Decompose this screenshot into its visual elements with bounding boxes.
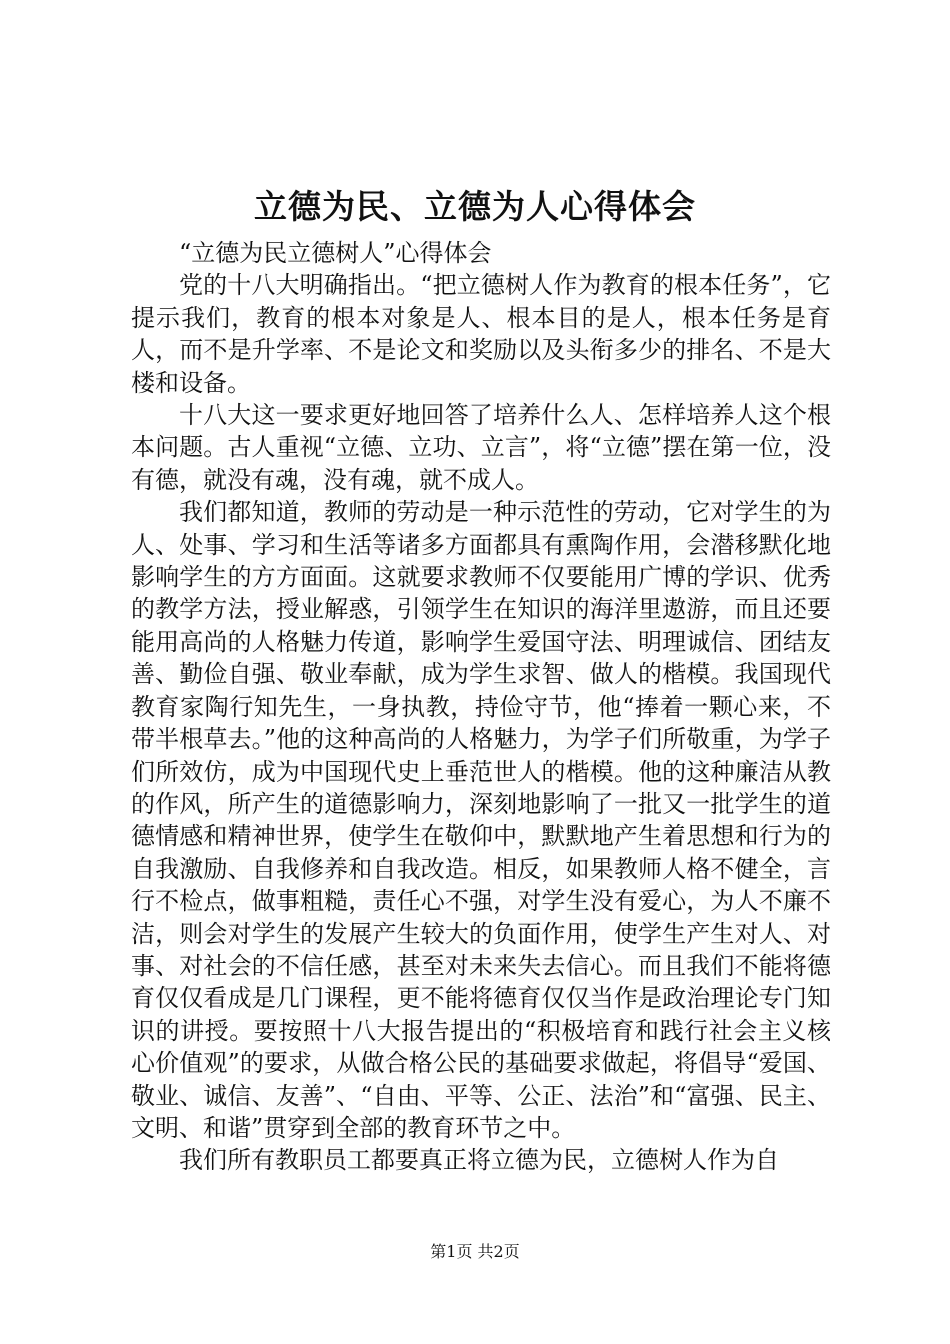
paragraph-4: 我们所有教职员工都要真正将立德为民，立德树人作为自 <box>179 1146 779 1175</box>
paragraph-subtitle: “立德为民立德树人”心得体会 <box>179 239 492 267</box>
paragraph-1: 党的十八大明确指出。“把立德树人作为教育的根本任务”，它提示我们，教育的根本对象是人、根本目的是人，根本任务是育人，而不是升学率、不是论文和奖励以及头衔多少的排名、不是大楼和设备。 <box>131 271 831 397</box>
paragraph-3: 我们都知道，教师的劳动是一种示范性的劳动，它对学生的为人、处事、学习和生活等诸多方面都具有熏陶作用，会潜移默化地影响学生的方方面面。这就要求教师不仅要能用广博的学识、优秀的教学方法，授业解惑，引领学生在知识的海洋里遨游，而且还要能用高尚的人格魅力传道，影响学生爱国守法、明理诚信、团结友善、勤俭自强、敬业奉献，成为学生求智、做人的楷模。我国现代教育家陶行知先生，一身执教，持俭守节，他“捧着一颗心来，不带半根草去。”他的这种高尚的人格魅力，为学子们所敬重，为学子们所效仿，成为中国现代史上垂范世人的楷模。他的这种廉洁从教的作风，所产生的道德影响力，深刻地影响了一批又一批学生的道德情感和精神世界，使学生在敬仰中，默默地产生着思想和行为的自我激励、自我修养和自我改造。相反，如果教师人格不健全，言行不检点，做事粗糙，责任心不强，对学生没有爱心，为人不廉不洁，则会对学生的发展产生较大的负面作用，使学生产生对人、对事、对社会的不信任感，甚至对未来失去信心。而且我们不能将德育仅仅看成是几门课程，更不能将德育仅仅当作是政治理论专门知识的讲授。要按照十八大报告提出的“积极培育和践行社会主义核心价值观”的要求，从做合格公民的基础要求做起，将倡导“爱国、敬业、诚信、友善”、“自由、平等、公正、法治”和“富强、民主、文明、和谐”贯穿到全部的教育环节之中。 <box>131 498 831 1142</box>
paragraph-2: 十八大这一要求更好地回答了培养什么人、怎样培养人这个根本问题。古人重视“立德、立功、立言”，将“立德”摆在第一位，没有德，就没有魂，没有魂，就不成人。 <box>131 401 831 494</box>
document-title: 立德为民、立德为人心得体会 <box>254 187 696 226</box>
page-number-footer: 第1页 共2页 <box>430 1242 520 1261</box>
document-body <box>131 237 831 1177</box>
